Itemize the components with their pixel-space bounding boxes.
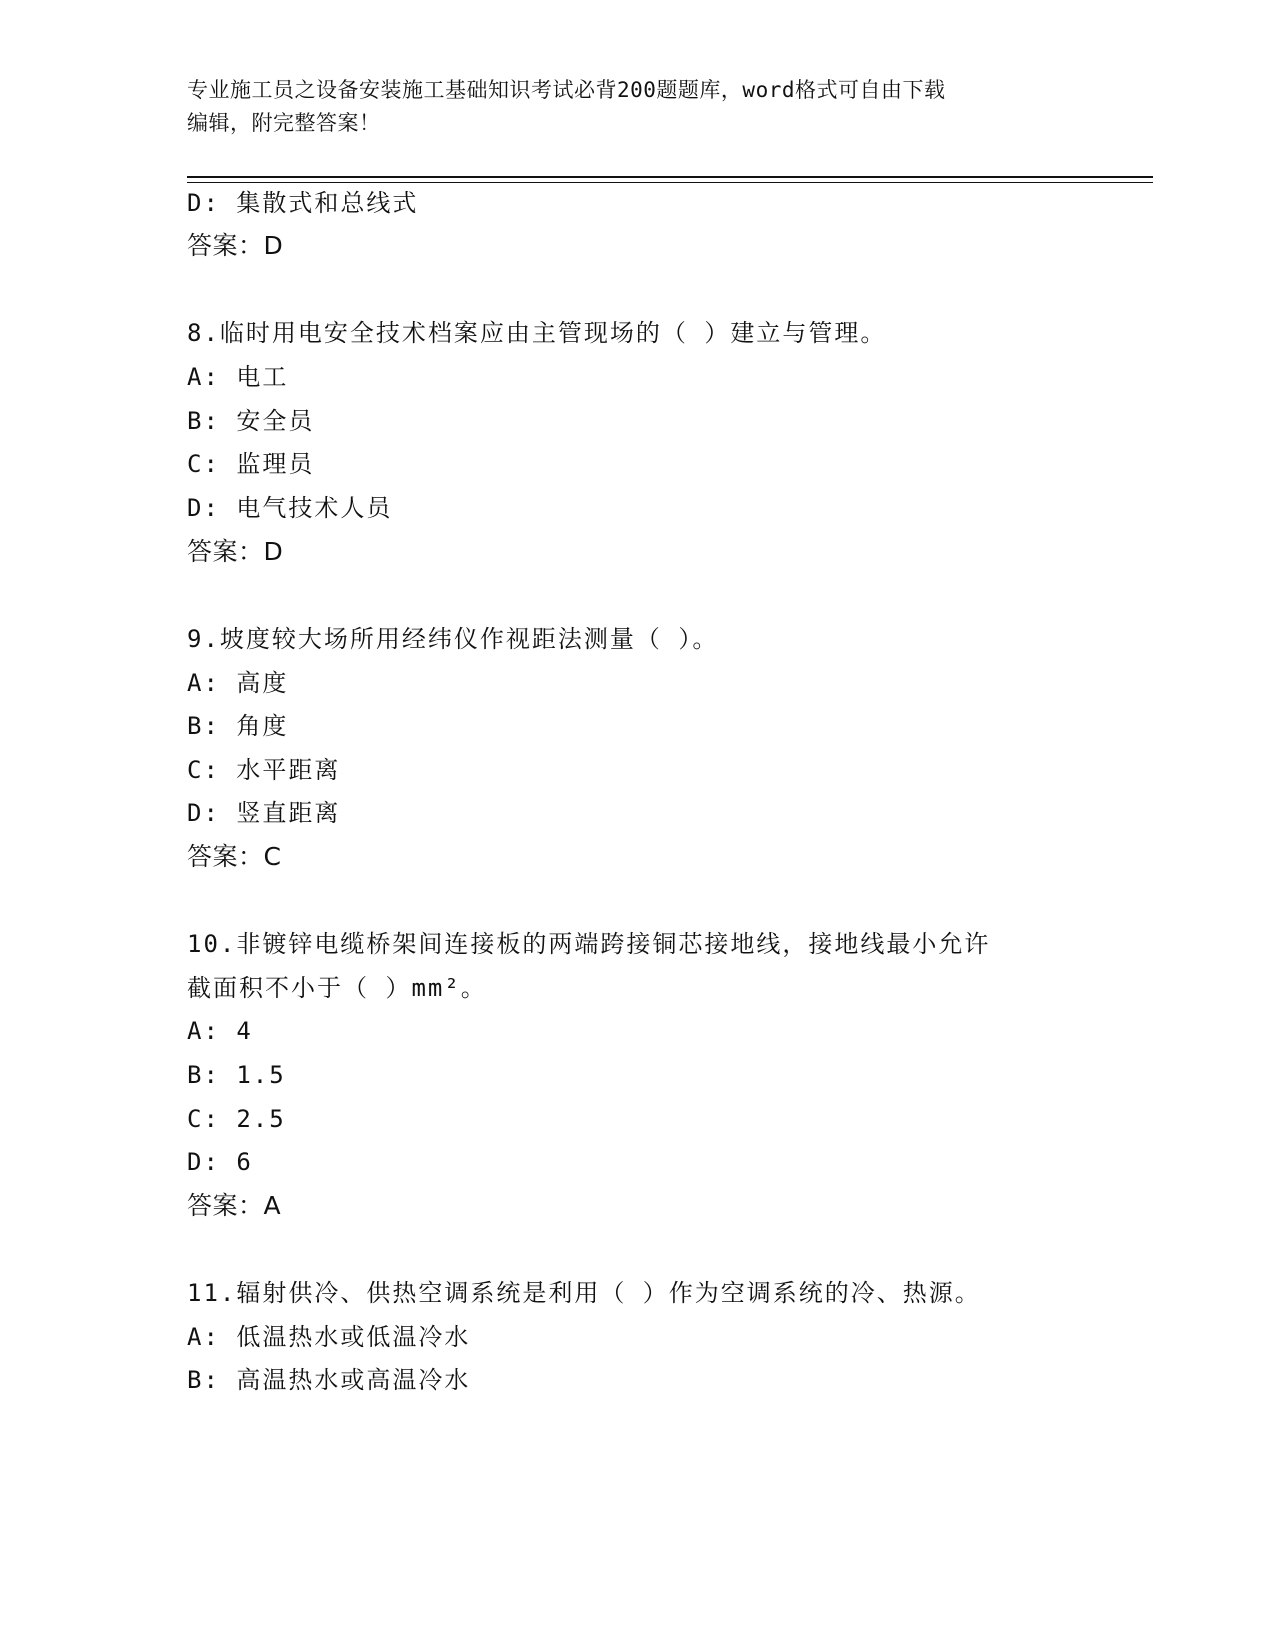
q9-option-b: B: 角度: [187, 712, 289, 740]
q7-option-d: D: 集散式和总线式: [187, 189, 419, 217]
q8-option-d: D: 电气技术人员: [187, 494, 393, 522]
header-title-line-2: 编辑，附完整答案！: [187, 111, 381, 135]
q8-option-b: B: 安全员: [187, 407, 315, 435]
q9-question: 9.坡度较大场所用经纬仪作视距法测量（ ）。: [187, 625, 719, 653]
q8-answer: 答案：D: [187, 537, 284, 566]
header-divider-thin: [187, 182, 1153, 183]
q10-question-line-1: 10.非镀锌电缆桥架间连接板的两端跨接铜芯接地线，接地线最小允许: [187, 930, 991, 958]
q8-option-a: A: 电工: [187, 363, 289, 391]
q9-option-a: A: 高度: [187, 669, 289, 697]
q7-answer: 答案：D: [187, 231, 284, 260]
q11-question: 11.辐射供冷、供热空调系统是利用（ ）作为空调系统的冷、热源。: [187, 1279, 981, 1307]
q11-option-b: B: 高温热水或高温冷水: [187, 1366, 471, 1394]
q10-option-b: B: 1.5: [187, 1061, 286, 1089]
q9-option-d: D: 竖直距离: [187, 799, 341, 827]
q8-option-c: C: 监理员: [187, 450, 315, 478]
document-header: [187, 74, 1087, 140]
header-divider-thick: [187, 176, 1153, 178]
q10-option-a: A: 4: [187, 1017, 253, 1045]
q10-option-c: C: 2.5: [187, 1105, 286, 1133]
q11-option-a: A: 低温热水或低温冷水: [187, 1323, 471, 1351]
q9-option-c: C: 水平距离: [187, 756, 341, 784]
q10-answer: 答案：A: [187, 1191, 282, 1220]
q9-answer: 答案：C: [187, 842, 282, 871]
q10-question-line-2: 截面积不小于（ ）mm²。: [187, 974, 487, 1002]
q8-question: 8.临时用电安全技术档案应由主管现场的（ ）建立与管理。: [187, 319, 887, 347]
q10-option-d: D: 6: [187, 1148, 253, 1176]
header-title-line-1: 专业施工员之设备安装施工基础知识考试必背200题题库，word格式可自由下载: [187, 78, 946, 102]
